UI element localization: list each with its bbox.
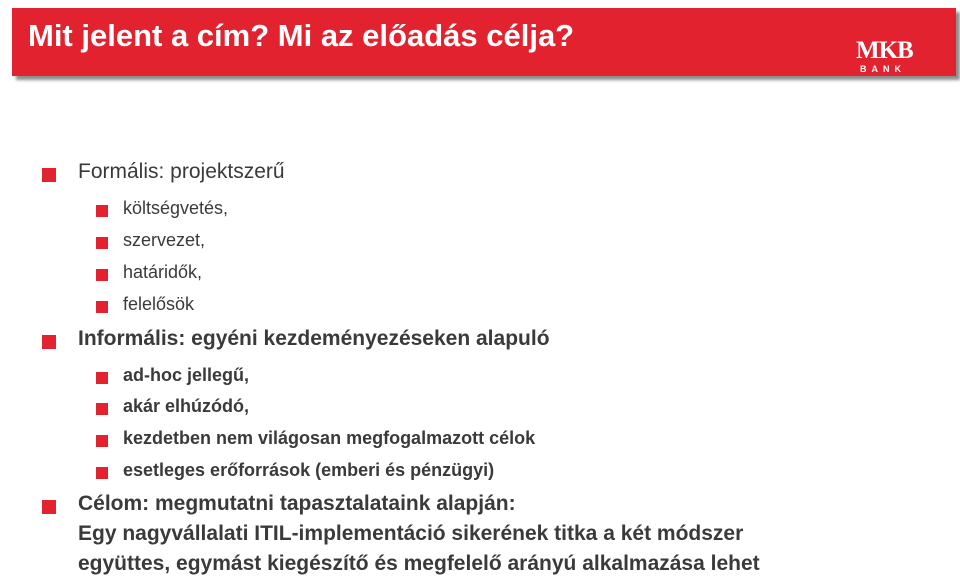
bullet-text: Informális: egyéni kezdeményezéseken alapuló <box>78 327 550 350</box>
square-bullet-icon <box>96 403 108 415</box>
sub-bullet-text: akár elhúzódó, <box>123 396 250 416</box>
sub-bullet-text: határidők, <box>123 262 203 282</box>
statement-text: együttes, egymást kiegészítő és megfelelő arányú alkalmazása lehet <box>78 552 760 575</box>
square-bullet-icon <box>96 467 108 479</box>
square-bullet-icon <box>96 301 108 313</box>
sub-bullet-text: kezdetben nem világosan megfogalmazott célok <box>123 428 536 448</box>
logo-subtitle: BANK <box>860 64 906 74</box>
sub-bullet-text: szervezet, <box>123 230 206 250</box>
square-bullet-icon <box>96 205 108 217</box>
square-bullet-icon <box>96 269 108 281</box>
square-bullet-icon <box>42 168 56 182</box>
square-bullet-icon <box>96 372 108 384</box>
square-bullet-icon <box>42 335 56 349</box>
square-bullet-icon <box>42 500 56 514</box>
sub-bullet-text: ad-hoc jellegű, <box>123 365 250 385</box>
sub-bullet-text: felelősök <box>123 294 195 314</box>
slide-title: Mit jelent a cím? Mi az előadás célja? <box>28 18 575 53</box>
logo-mark: MKB <box>856 37 913 64</box>
sub-bullet-text: költségvetés, <box>123 198 229 218</box>
square-bullet-icon <box>96 237 108 249</box>
statement-text: Egy nagyvállalati ITIL-implementáció sikerének titka a két módszer <box>78 522 744 545</box>
sub-bullet-text: esetleges erőforrások (emberi és pénzügyi) <box>123 460 495 480</box>
bullet-text: Célom: megmutatni tapasztalataink alapján: <box>78 492 516 515</box>
square-bullet-icon <box>96 435 108 447</box>
bullet-text: Formális: projektszerű <box>78 160 285 183</box>
